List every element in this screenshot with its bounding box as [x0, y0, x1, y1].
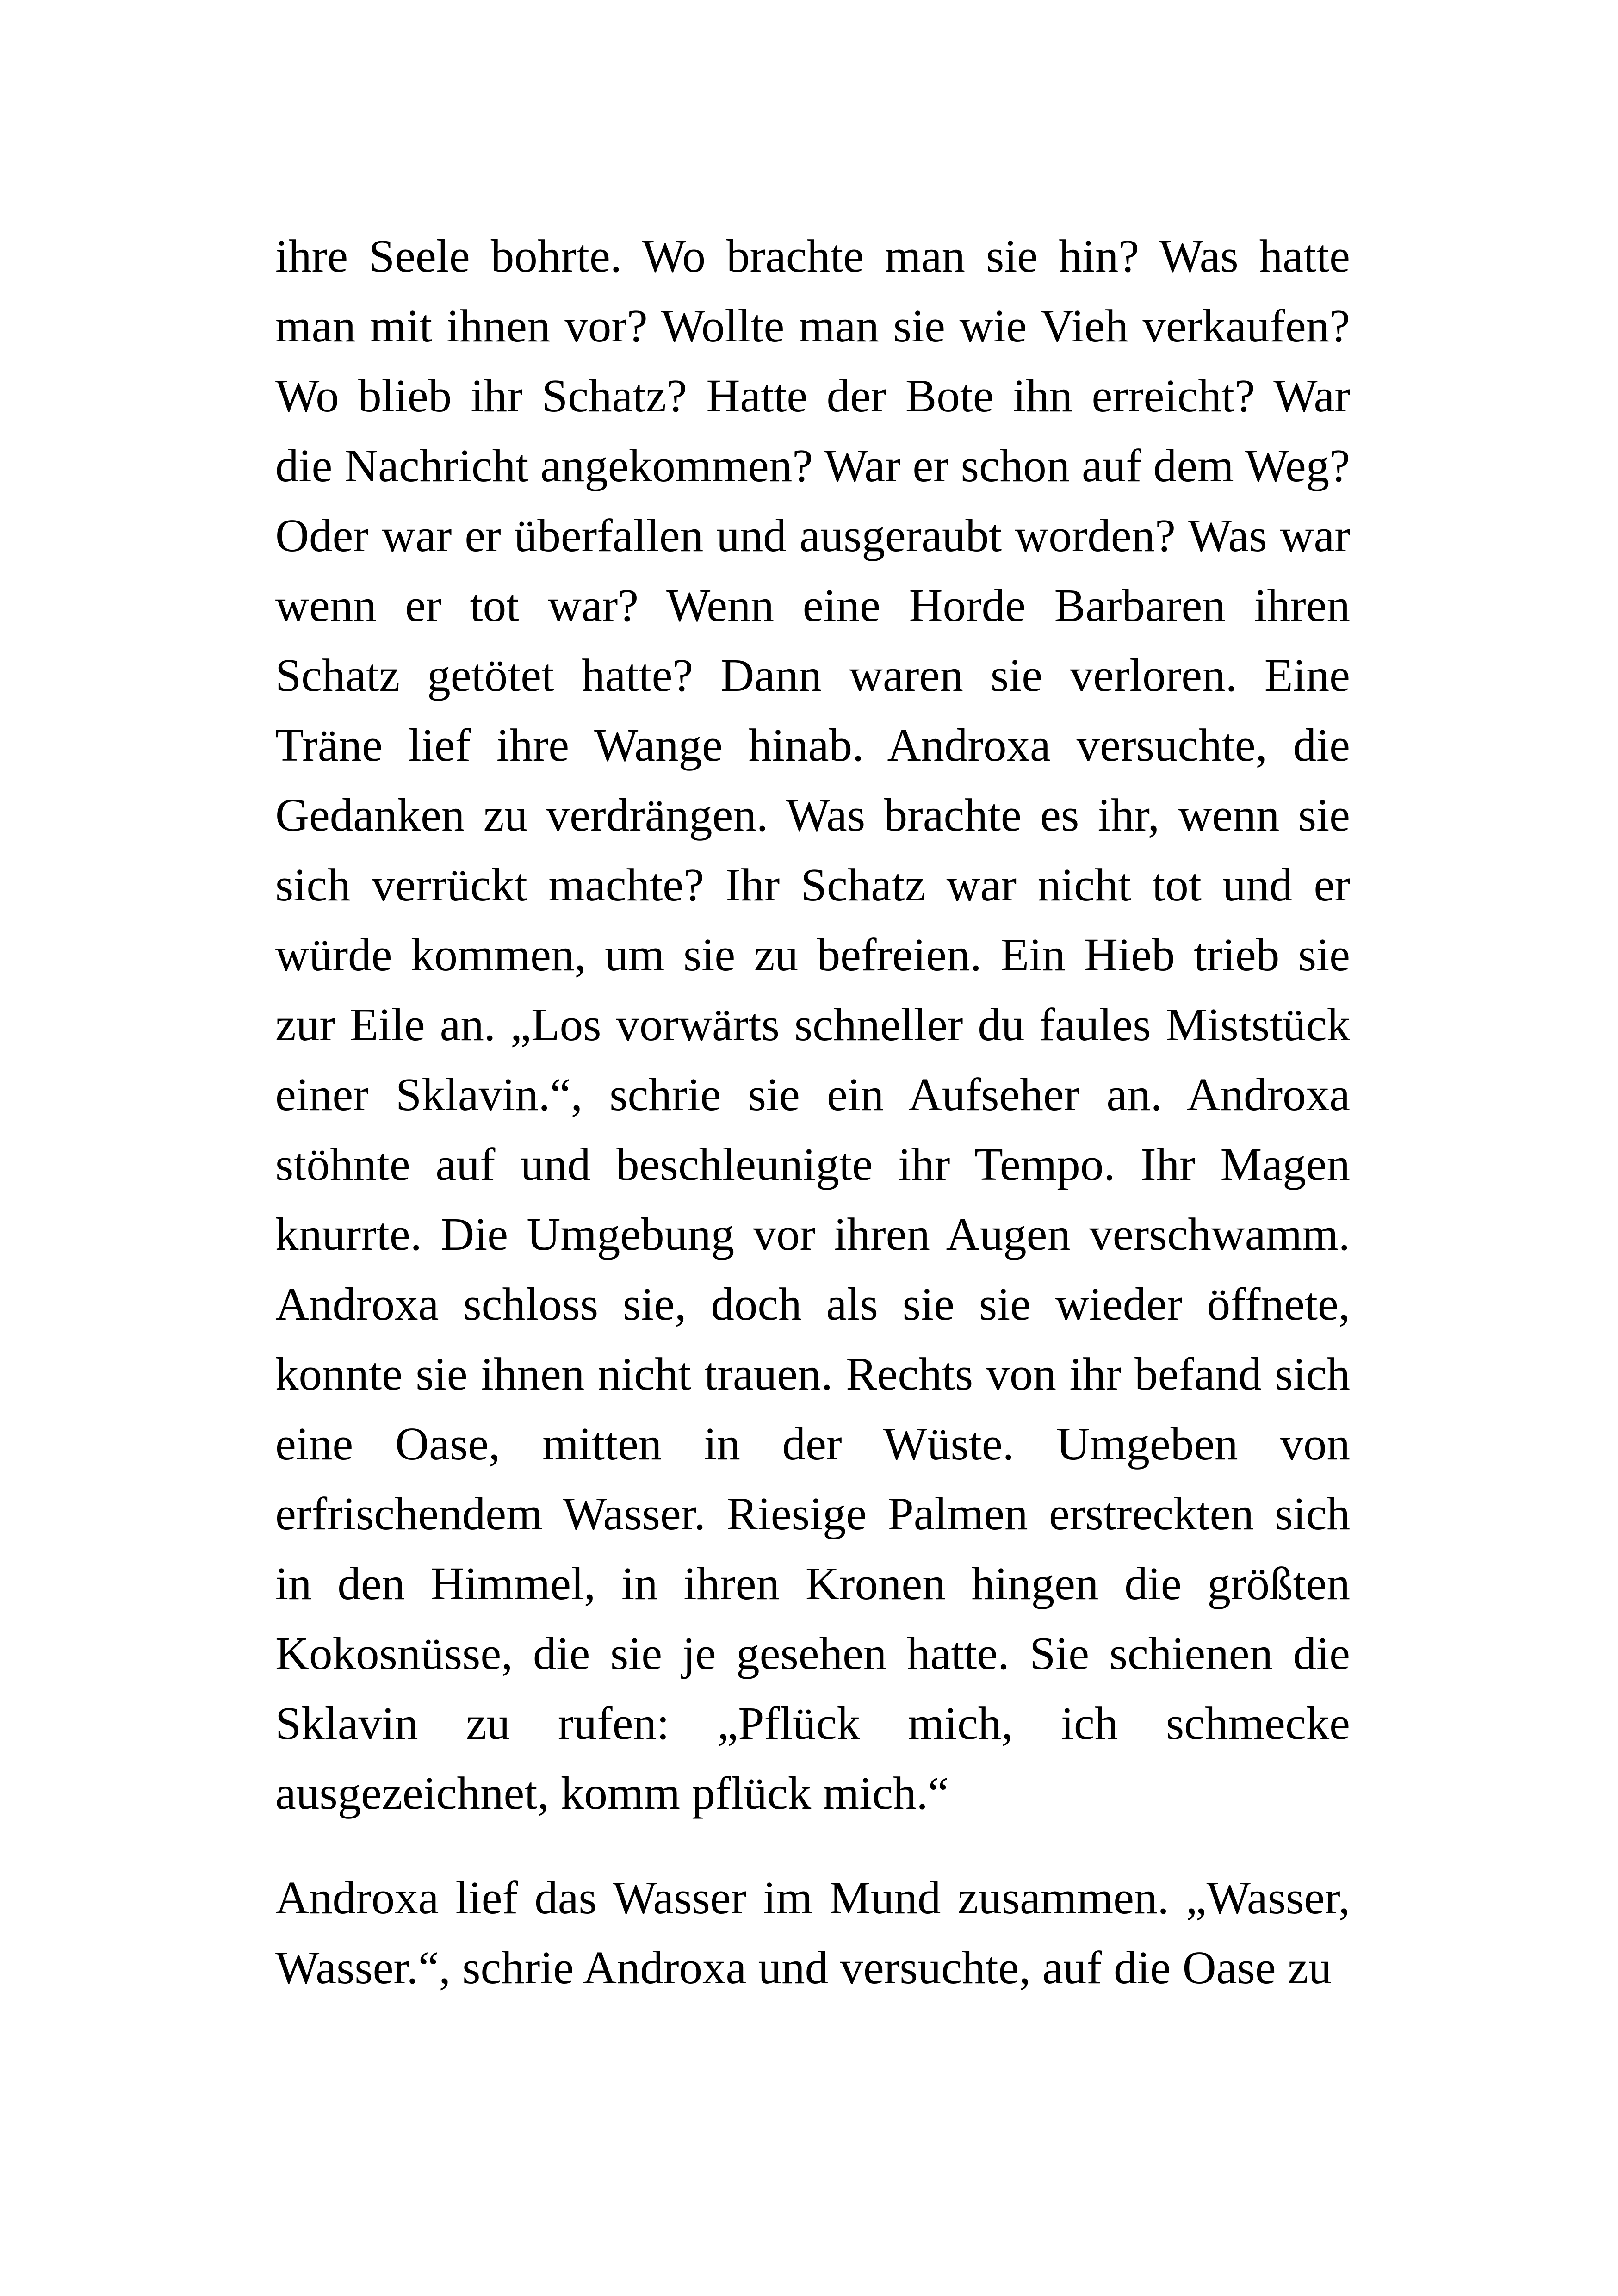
- paragraph-2: Androxa lief das Wasser im Mund zusammen. „Wasser, Wasser.“, schrie Androxa und versuchte, auf die Oase zu: [275, 1872, 1350, 1993]
- paragraph-1: ihre Seele bohrte. Wo brachte man sie hin? Was hatte man mit ihnen vor? Wollte man sie wie Vieh verkaufen? Wo blieb ihr Schatz? Hatte der Bote ihn erreicht? War die Nachricht angekommen? War er schon auf dem Weg? Oder war er überfallen und ausgeraubt worden? Was war wenn er tot war? Wenn eine Horde Barbaren ihren Schatz getötet hatte? Dann waren sie verloren. Eine Träne lief ihre Wange hinab. Androxa versuchte, die Gedanken zu verdrängen. Was brachte es ihr, wenn sie sich verrückt machte? Ihr Schatz war nicht tot und er würde kommen, um sie zu befreien. Ein Hieb trieb sie zur Eile an. „Los vorwärts schneller du faules Miststück einer Sklavin.“, schrie sie ein Aufseher an. Androxa stöhnte auf und beschleunigte ihr Tempo. Ihr Magen knurrte. Die Umgebung vor ihren Augen verschwamm. Androxa schloss sie, doch als sie sie wieder öffnete, konnte sie ihnen nicht trauen. Rechts von ihr befand sich eine Oase, mitten in der Wüste. Umgeben von erfrischendem Wasser. Riesige Palmen erstreckten sich in den Himmel, in ihren Kronen hingen die größten Kokosnüsse, die sie je gesehen hatte. Sie schienen die Sklavin zu rufen: „Pflück mich, ich schmecke ausgezeichnet, komm pflück mich.“: [275, 230, 1350, 1819]
